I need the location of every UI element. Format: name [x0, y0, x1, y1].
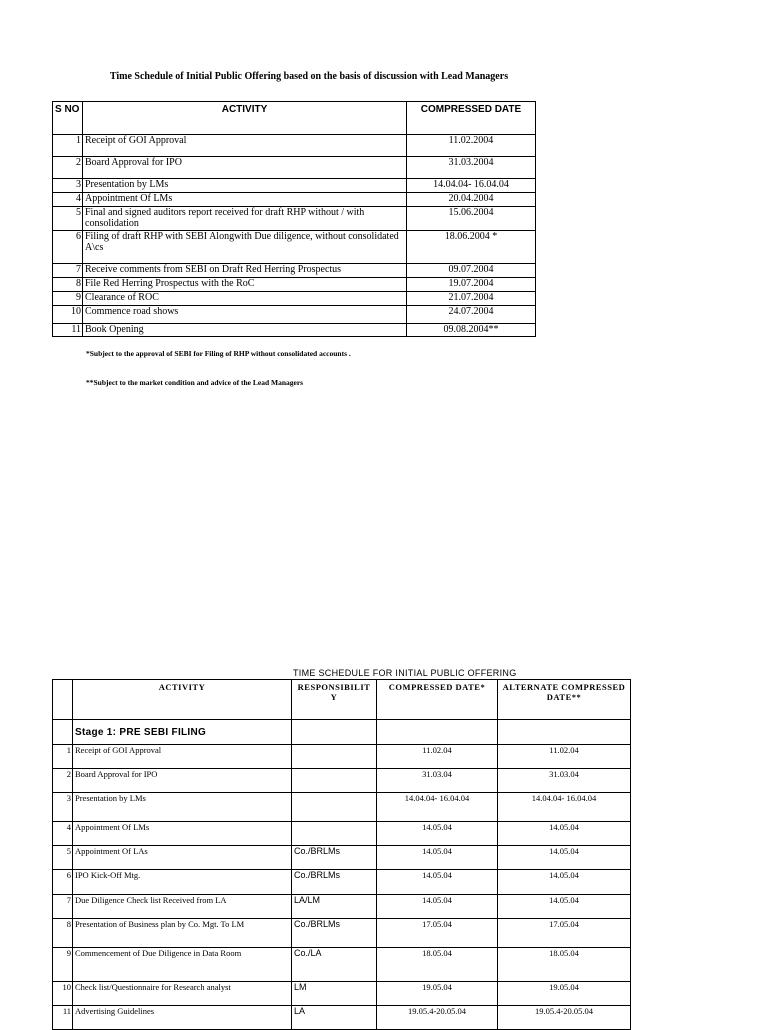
row-activity: Due Diligence Check list Received from LA — [73, 895, 292, 919]
row-date: 18.05.04 — [377, 948, 498, 982]
row-activity: Book Opening — [83, 324, 407, 337]
row-activity: Appointment Of LMs — [83, 193, 407, 207]
row-date: 11.02.04 — [377, 745, 498, 769]
row-activity: Final and signed auditors report received for draft RHP without / with consolidation — [83, 207, 407, 231]
table-header — [53, 680, 631, 720]
row-number: 9 — [53, 292, 83, 306]
table-row — [53, 745, 631, 769]
row-date: 14.04.04- 16.04.04 — [377, 793, 498, 822]
row-number: 11 — [53, 324, 83, 337]
row-number: 7 — [53, 895, 73, 919]
row-number: 8 — [53, 278, 83, 292]
row-date: 20.04.2004 — [407, 193, 536, 207]
row-number: 1 — [53, 745, 73, 769]
row-number: 2 — [53, 769, 73, 793]
row-date: 24.07.2004 — [407, 306, 536, 324]
stage-resp — [292, 720, 377, 745]
row-alt-date: 18.05.04 — [498, 948, 631, 982]
col-activity-header: ACTIVITY — [73, 680, 292, 720]
row-date: 14.04.04- 16.04.04 — [407, 179, 536, 193]
row-number: 11 — [53, 1006, 73, 1030]
row-alt-date: 19.05.04 — [498, 982, 631, 1006]
row-date: 14.05.04 — [377, 895, 498, 919]
table-row — [53, 870, 631, 895]
row-activity: Appointment Of LAs — [73, 846, 292, 870]
row-responsibility — [292, 769, 377, 793]
row-number: 6 — [53, 870, 73, 895]
col-date-header: COMPRESSED DATE* — [377, 680, 498, 720]
table-row — [53, 278, 536, 292]
row-date: 09.08.2004** — [407, 324, 536, 337]
row-alt-date: 19.05.4-20.05.04 — [498, 1006, 631, 1030]
table-row — [53, 324, 536, 337]
stage-row — [53, 720, 631, 745]
table-row — [53, 948, 631, 982]
row-date: 31.03.2004 — [407, 157, 536, 179]
stage-alt — [498, 720, 631, 745]
table-row — [53, 193, 536, 207]
row-alt-date: 17.05.04 — [498, 919, 631, 948]
col-responsibility-header: RESPONSIBILIT Y — [292, 680, 377, 720]
table-row — [53, 982, 631, 1006]
row-alt-date: 14.04.04- 16.04.04 — [498, 793, 631, 822]
row-number: 1 — [53, 135, 83, 157]
row-date: 15.06.2004 — [407, 207, 536, 231]
row-number: 10 — [53, 982, 73, 1006]
row-alt-date: 31.03.04 — [498, 769, 631, 793]
row-activity: Board Approval for IPO — [83, 157, 407, 179]
row-date: 09.07.2004 — [407, 264, 536, 278]
row-alt-date: 14.05.04 — [498, 870, 631, 895]
schedule-title: Time Schedule of Initial Public Offering based on the basis of discussion with Lead Managers — [109, 71, 509, 82]
row-activity: Check list/Questionnaire for Research analyst — [73, 982, 292, 1006]
row-responsibility — [292, 745, 377, 769]
row-activity: Filing of draft RHP with SEBI Alongwith Due diligence, without consolidated A\cs — [83, 231, 407, 264]
row-activity: Advertising Guidelines — [73, 1006, 292, 1030]
row-responsibility: Co./BRLMs — [292, 846, 377, 870]
row-number: 10 — [53, 306, 83, 324]
table-row — [53, 1006, 631, 1030]
row-responsibility — [292, 793, 377, 822]
row-responsibility: Co./LA — [292, 948, 377, 982]
col-activity-header: ACTIVITY — [83, 102, 407, 135]
row-alt-date: 14.05.04 — [498, 895, 631, 919]
row-date: 18.06.2004 * — [407, 231, 536, 264]
table-row — [53, 179, 536, 193]
schedule-title-2: TIME SCHEDULE FOR INITIAL PUBLIC OFFERING — [293, 668, 517, 678]
row-number: 3 — [53, 793, 73, 822]
row-responsibility: LA — [292, 1006, 377, 1030]
row-date: 11.02.2004 — [407, 135, 536, 157]
col-date-header: COMPRESSED DATE — [407, 102, 536, 135]
row-number: 6 — [53, 231, 83, 264]
row-activity: Clearance of ROC — [83, 292, 407, 306]
table-row — [53, 207, 536, 231]
row-number: 4 — [53, 193, 83, 207]
row-date: 14.05.04 — [377, 822, 498, 846]
row-activity: Receipt of GOI Approval — [83, 135, 407, 157]
table-header — [53, 102, 536, 135]
table-row — [53, 919, 631, 948]
row-number: 3 — [53, 179, 83, 193]
row-responsibility: LA/LM — [292, 895, 377, 919]
row-number: 5 — [53, 846, 73, 870]
table-row — [53, 793, 631, 822]
row-date: 14.05.04 — [377, 870, 498, 895]
row-activity: Presentation by LMs — [83, 179, 407, 193]
row-responsibility: Co./BRLMs — [292, 919, 377, 948]
table-row — [53, 231, 536, 264]
row-number: 9 — [53, 948, 73, 982]
row-responsibility: LM — [292, 982, 377, 1006]
footnote-sebi: *Subject to the approval of SEBI for Filing of RHP without consolidated accounts . — [86, 349, 351, 358]
row-activity: IPO Kick-Off Mtg. — [73, 870, 292, 895]
row-activity: Presentation by LMs — [73, 793, 292, 822]
schedule-table-2 — [52, 679, 631, 1030]
table-row — [53, 264, 536, 278]
row-date: 19.05.4-20.05.04 — [377, 1006, 498, 1030]
stage-date — [377, 720, 498, 745]
row-responsibility: Co./BRLMs — [292, 870, 377, 895]
row-activity: Receive comments from SEBI on Draft Red Herring Prospectus — [83, 264, 407, 278]
table-row — [53, 846, 631, 870]
row-activity: File Red Herring Prospectus with the RoC — [83, 278, 407, 292]
table-row — [53, 895, 631, 919]
table-row — [53, 306, 536, 324]
row-alt-date: 14.05.04 — [498, 846, 631, 870]
row-alt-date: 14.05.04 — [498, 822, 631, 846]
row-date: 14.05.04 — [377, 846, 498, 870]
row-activity: Board Approval for IPO — [73, 769, 292, 793]
row-alt-date: 11.02.04 — [498, 745, 631, 769]
row-date: 17.05.04 — [377, 919, 498, 948]
table-row — [53, 157, 536, 179]
row-date: 19.05.04 — [377, 982, 498, 1006]
col-alt-date-header: ALTERNATE COMPRESSED DATE** — [498, 680, 631, 720]
row-date: 21.07.2004 — [407, 292, 536, 306]
row-date: 19.07.2004 — [407, 278, 536, 292]
row-date: 31.03.04 — [377, 769, 498, 793]
row-activity: Presentation of Business plan by Co. Mgt. To LM — [73, 919, 292, 948]
row-responsibility — [292, 822, 377, 846]
table-row — [53, 135, 536, 157]
stage-label — [73, 720, 292, 745]
table-row — [53, 292, 536, 306]
row-activity: Receipt of GOI Approval — [73, 745, 292, 769]
table-row — [53, 822, 631, 846]
row-number: 5 — [53, 207, 83, 231]
row-number: 2 — [53, 157, 83, 179]
row-number: 8 — [53, 919, 73, 948]
stage-number — [53, 720, 73, 745]
stage-label-text: Stage 1: PRE SEBI FILING — [75, 726, 207, 738]
row-number: 4 — [53, 822, 73, 846]
schedule-table — [52, 101, 536, 337]
col-sno-header: S NO — [53, 102, 83, 135]
row-activity: Commencement of Due Diligence in Data Room — [73, 948, 292, 982]
col-sno-header — [53, 680, 73, 720]
row-activity: Commence road shows — [83, 306, 407, 324]
table-row — [53, 769, 631, 793]
row-activity: Appointment Of LMs — [73, 822, 292, 846]
row-number: 7 — [53, 264, 83, 278]
footnote-market: **Subject to the market condition and advice of the Lead Managers — [86, 378, 304, 387]
